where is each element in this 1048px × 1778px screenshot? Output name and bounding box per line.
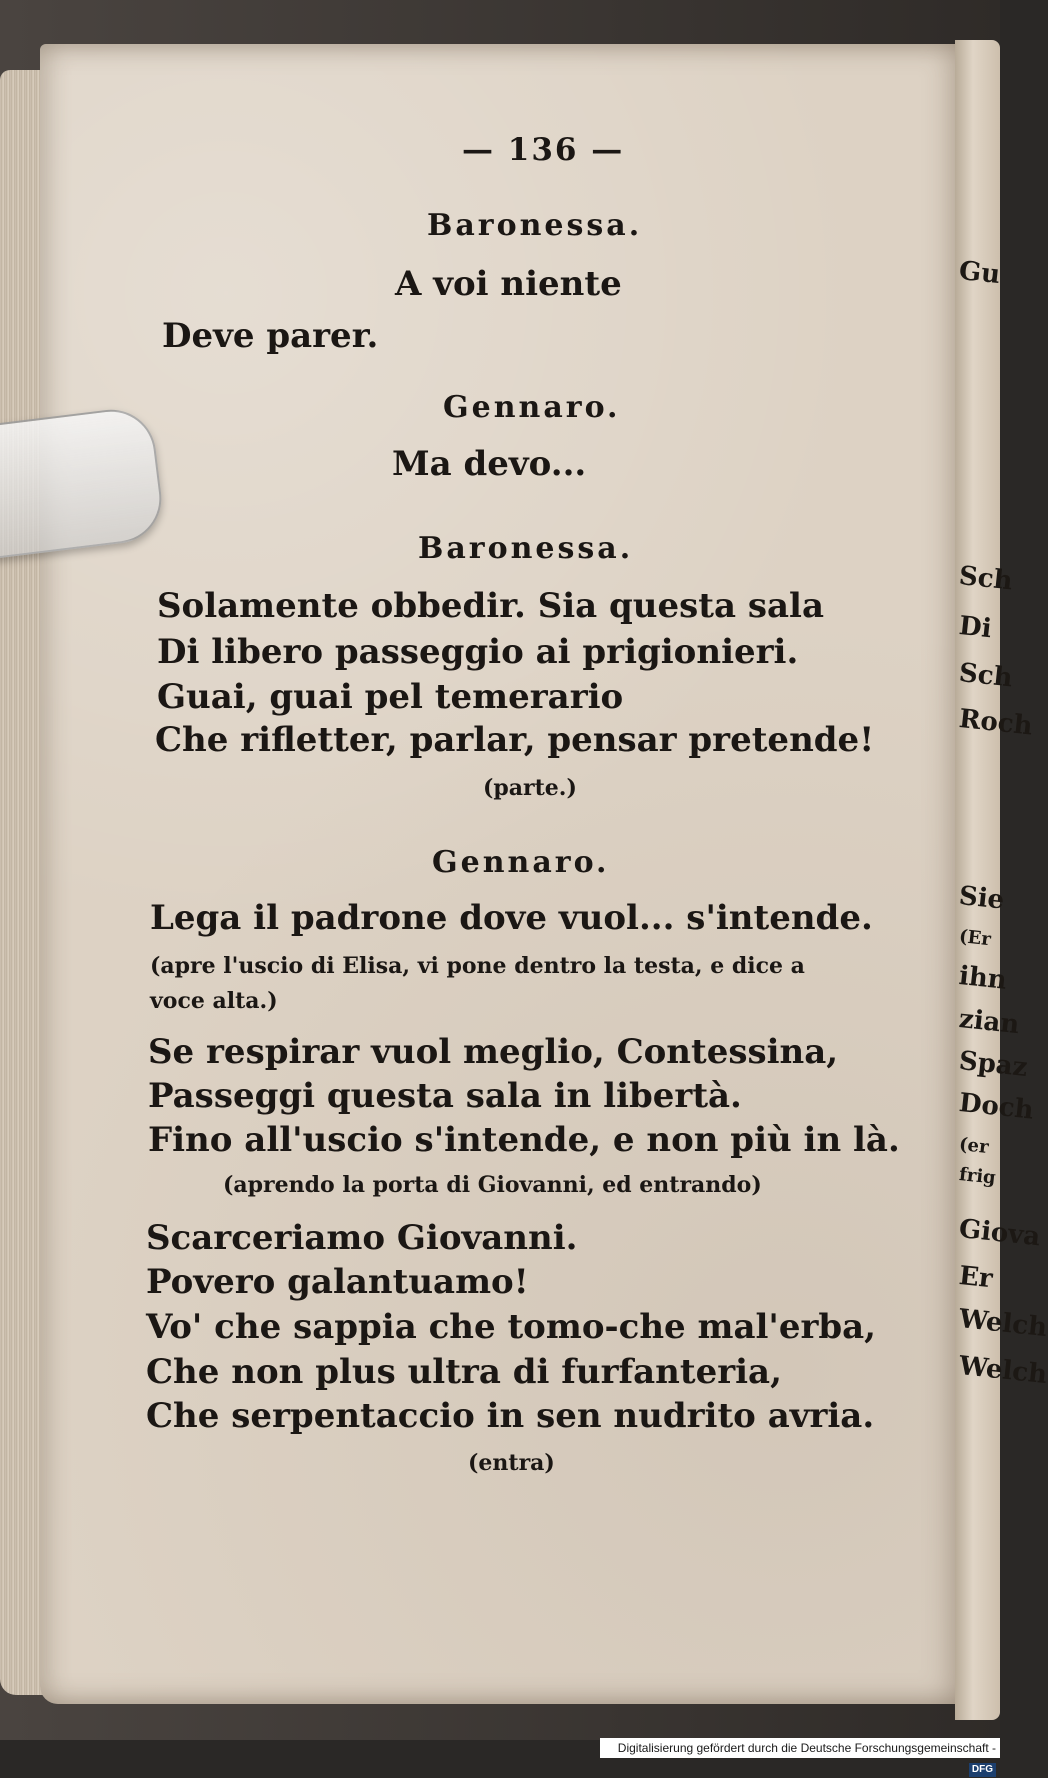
- stage-direction: (entra): [468, 1450, 555, 1476]
- verse-line: Lega il padrone dove vuol... s'intende.: [150, 898, 873, 938]
- speaker-name: Gennaro.: [443, 390, 621, 425]
- stage-direction: voce alta.): [150, 988, 278, 1014]
- page-number: — 136 —: [462, 132, 625, 168]
- adjacent-fragment: Roch: [957, 703, 1034, 742]
- credit-text: Digitalisierung gefördert durch die Deutsche Forschungsgemeinschaft -: [617, 1741, 996, 1755]
- adjacent-fragment: Di: [957, 610, 993, 645]
- verse-line: Deve parer.: [162, 316, 379, 356]
- adjacent-fragment: (Er: [958, 925, 992, 951]
- speaker-name: Baronessa.: [427, 208, 643, 243]
- adjacent-fragment: Giova: [957, 1213, 1042, 1253]
- stage-direction: (apre l'uscio di Elisa, vi pone dentro la testa, e dice a: [150, 953, 805, 979]
- verse-line: Guai, guai pel temerario: [157, 677, 624, 717]
- speaker-name: Gennaro.: [432, 845, 610, 880]
- verse-line: Vo' che sappia che tomo-che mal'erba,: [146, 1307, 877, 1347]
- adjacent-fragment: Welch: [957, 1303, 1048, 1344]
- verse-line: Di libero passeggio ai prigionieri.: [157, 632, 799, 672]
- stage-direction: (aprendo la porta di Giovanni, ed entrando): [223, 1172, 762, 1198]
- dfg-logo: DFG: [969, 1763, 996, 1777]
- verse-line: A voi niente: [395, 264, 622, 304]
- verse-line: Che non plus ultra di furfanteria,: [146, 1352, 782, 1392]
- adjacent-fragment: frig: [958, 1163, 997, 1189]
- adjacent-fragment: Gu: [957, 255, 1002, 291]
- stage-direction: (parte.): [483, 775, 577, 801]
- adjacent-fragment: Sch: [957, 657, 1014, 694]
- verse-line: Scarceriamo Giovanni.: [146, 1218, 578, 1258]
- verse-line: Ma devo...: [392, 444, 587, 484]
- verse-line: Che rifletter, parlar, pensar pretende!: [155, 720, 875, 760]
- digitization-credit: [600, 1738, 1000, 1775]
- adjacent-fragment: Spaz: [957, 1045, 1029, 1083]
- adjacent-fragment: ihn: [957, 960, 1009, 996]
- adjacent-fragment: Doch: [957, 1087, 1035, 1126]
- adjacent-fragment: Sie: [957, 880, 1006, 916]
- adjacent-fragment: Welch: [957, 1350, 1048, 1391]
- adjacent-fragment: (er: [958, 1133, 990, 1158]
- verse-line: Che serpentaccio in sen nudrito avria.: [146, 1396, 875, 1436]
- adjacent-fragment: Sch: [957, 560, 1014, 597]
- adjacent-page-edge: [955, 40, 1048, 1720]
- verse-line: Passeggi questa sala in libertà.: [148, 1076, 742, 1116]
- verse-line: Solamente obbedir. Sia questa sala: [157, 586, 824, 626]
- adjacent-fragment: zian: [957, 1003, 1021, 1041]
- speaker-name: Baronessa.: [418, 531, 634, 566]
- verse-line: Fino all'uscio s'intende, e non più in là.: [148, 1120, 900, 1160]
- adjacent-fragment: Er: [957, 1260, 995, 1295]
- verse-line: Povero galantuamo!: [146, 1262, 529, 1302]
- verse-line: Se respirar vuol meglio, Contessina,: [148, 1032, 839, 1072]
